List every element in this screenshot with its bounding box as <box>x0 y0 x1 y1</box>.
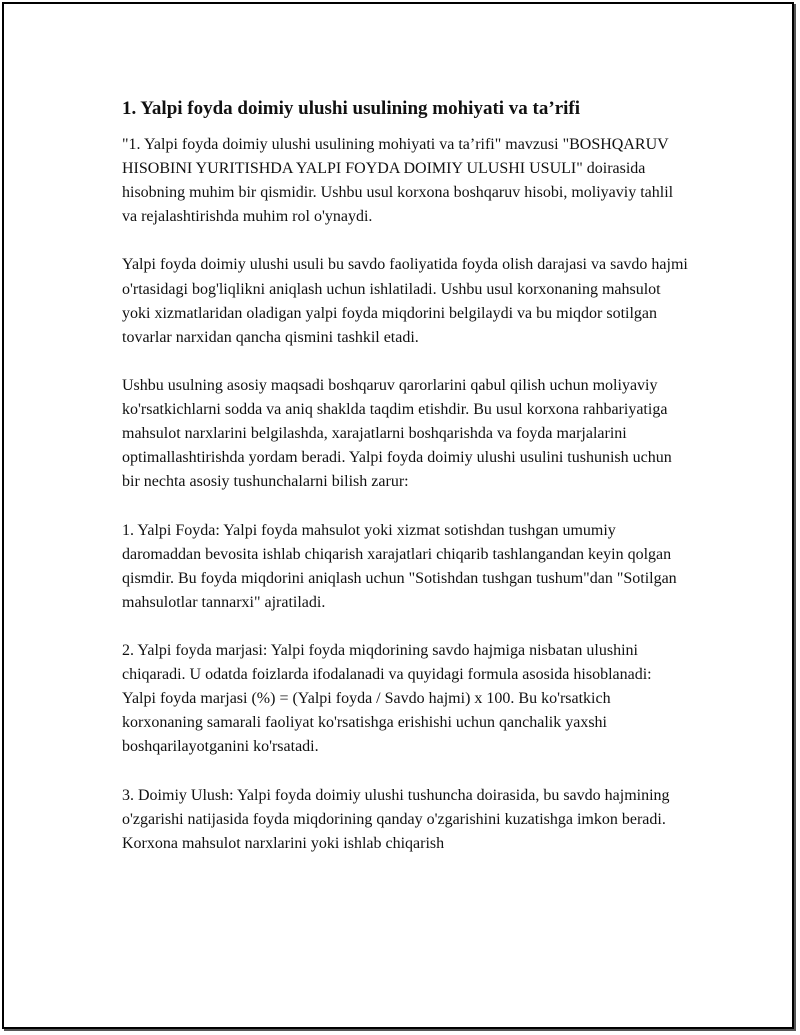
section-heading: 1. Yalpi foyda doimiy ulushi usulining mohiyati va ta’rifi <box>122 98 581 119</box>
paragraph-method-definition: Yalpi foyda doimiy ulushi usuli bu savdo faoliyatida foyda olish darajasi va savdo hajmi o'rtasidagi bog'liqlikni aniqlash uchun ishlatiladi. Ushbu usul korxonaning mahsulot yoki xizmatlaridan oladigan yalpi foyda miqdorini belgilaydi va bu miqdor sotilgan tovarlar narxidan qancha qismini tashkil etadi. <box>122 256 688 346</box>
paragraph-constant-share: 3. Doimiy Ulush: Yalpi foyda doimiy ulushi tushuncha doirasida, bu savdo hajmining o'zgarishi natijasida foyda miqdorining qanday o'zgarishini kuzatishga imkon beradi. Korxona mahsulot narxlarini yoki ishlab chiqarish <box>122 786 670 852</box>
document-body <box>122 95 688 856</box>
paragraph-intro: "1. Yalpi foyda doimiy ulushi usulining mohiyati va ta’rifi" mavzusi "BOSHQARUV HISOBINI YURITISHDA YALPI FOYDA DOIMIY ULUSHI USULI" doirasida hisobning muhim bir qismidir. Ushbu usul korxona boshqaruv hisobi, moliyaviy tahlil va rejalashtirishda muhim rol o'ynaydi. <box>122 136 674 226</box>
paragraph-gross-margin: 2. Yalpi foyda marjasi: Yalpi foyda miqdorining savdo hajmiga nisbatan ulushini chiqaradi. U odatda foizlarda ifodalanadi va quyidagi formula asosida hisoblanadi: Yalpi foyda marjasi (%) = (Yalpi foyda / Savdo hajmi) x 100. Bu ko'rsatkich korxonaning samarali faoliyat ko'rsatishga erishishi uchun qanchalik yaxshi boshqarilayotganini ko'rsatadi. <box>122 641 652 756</box>
page-frame <box>2 2 794 1029</box>
paragraph-method-purpose: Ushbu usulning asosiy maqsadi boshqaruv qarorlarini qabul qilish uchun moliyaviy ko'rsatkichlarni sodda va aniq shaklda taqdim etishdir. Bu usul korxona rahbariyatiga mahsulot narxlarini belgilashda, xarajatlarni boshqarishda va foyda marjalarini optimallashtirishda yordam beradi. Yalpi foyda doimiy ulushi usulini tushunish uchun bir nechta asosiy tushunchalarni bilish zarur: <box>122 376 672 491</box>
paragraph-gross-profit: 1. Yalpi Foyda: Yalpi foyda mahsulot yoki xizmat sotishdan tushgan umumiy daromaddan bevosita ishlab chiqarish xarajatlari chiqarib tashlangandan keyin qolgan qismdir. Bu foyda miqdorini aniqlash uchun "Sotishdan tushgan tushum"dan "Sotilgan mahsulotlar tannarxi" ajratiladi. <box>122 521 677 611</box>
